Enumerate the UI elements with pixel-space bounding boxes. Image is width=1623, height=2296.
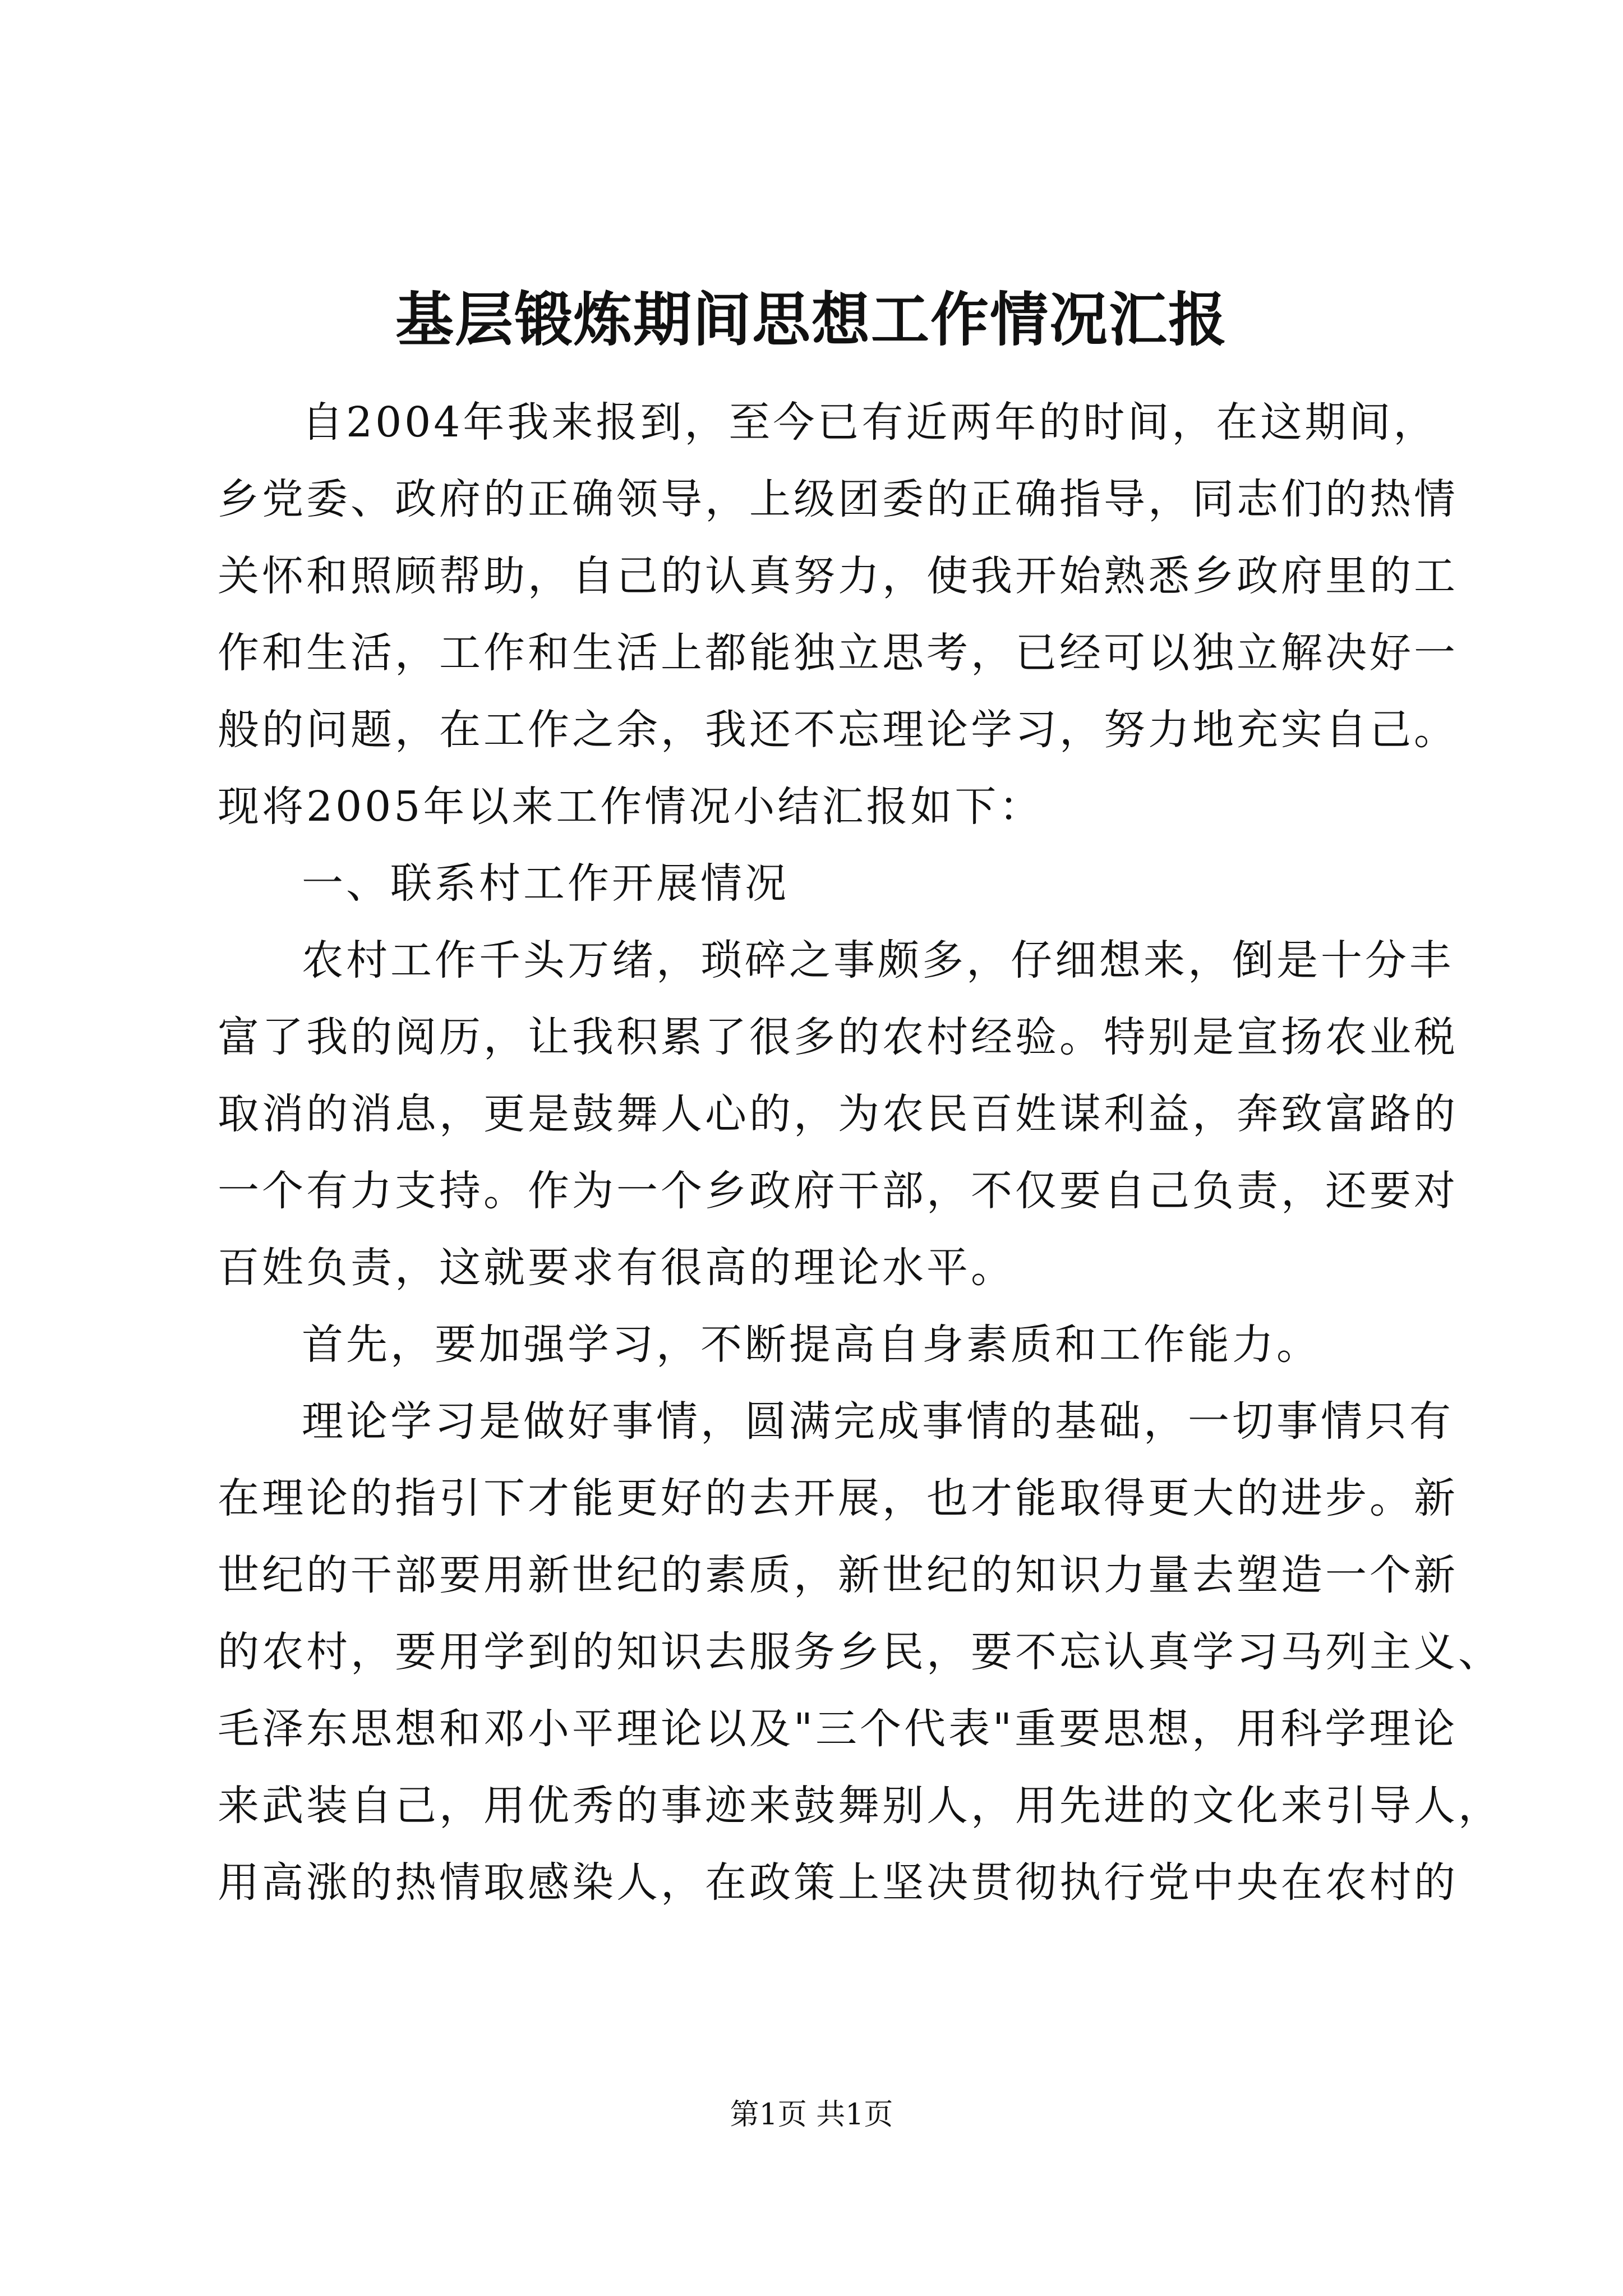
section-heading: 一、联系村工作开展情况 (302, 859, 789, 908)
page-number-footer: 第1页 共1页 (730, 2098, 893, 2132)
body-line: 一个有力支持。作为一个乡政府干部，不仅要自己负责，还要对 (218, 1167, 1458, 1215)
body-line: 毛泽东思想和邓小平理论以及"三个代表"重要思想，用科学理论 (218, 1705, 1458, 1753)
body-line: 取消的消息，更是鼓舞人心的，为农民百姓谋利益，奔致富路的 (218, 1090, 1458, 1138)
body-line: 农村工作千头万绪，琐碎之事颇多，仔细想来，倒是十分丰 (302, 936, 1454, 984)
body-line: 百姓负责，这就要求有很高的理论水平。 (218, 1244, 1015, 1292)
body-line: 在理论的指引下才能更好的去开展，也才能取得更大的进步。新 (218, 1474, 1458, 1522)
body-line: 的农村，要用学到的知识去服务乡民，要不忘认真学习马列主义、 (218, 1628, 1502, 1676)
body-line: 自2004年我来报到，至今已有近两年的时间，在这期间， (302, 398, 1438, 447)
body-line: 理论学习是做好事情，圆满完成事情的基础，一切事情只有 (302, 1397, 1454, 1446)
body-line: 般的问题，在工作之余，我还不忘理论学习，努力地充实自己。 (218, 706, 1458, 754)
body-line: 来武装自己，用优秀的事迹来鼓舞别人，用先进的文化来引导人， (218, 1782, 1502, 1830)
body-line: 富了我的阅历，让我积累了很多的农村经验。特别是宣扬农业税 (218, 1013, 1458, 1061)
document-body (218, 384, 1502, 1921)
body-line: 首先，要加强学习，不断提高自身素质和工作能力。 (302, 1320, 1321, 1369)
body-line: 乡党委、政府的正确领导，上级团委的正确指导，同志们的热情 (218, 475, 1458, 523)
body-line: 世纪的干部要用新世纪的素质，新世纪的知识力量去塑造一个新 (218, 1551, 1458, 1599)
body-line: 关怀和照顾帮助，自己的认真努力，使我开始熟悉乡政府里的工 (218, 552, 1458, 600)
body-line: 用高涨的热情取感染人，在政策上坚决贯彻执行党中央在农村的 (218, 1858, 1458, 1907)
body-line: 作和生活，工作和生活上都能独立思考，已经可以独立解决好一 (218, 629, 1458, 677)
body-line: 现将2005年以来工作情况小结汇报如下： (218, 783, 1044, 831)
document-title: 基层锻炼期间思想工作情况汇报 (395, 285, 1228, 354)
